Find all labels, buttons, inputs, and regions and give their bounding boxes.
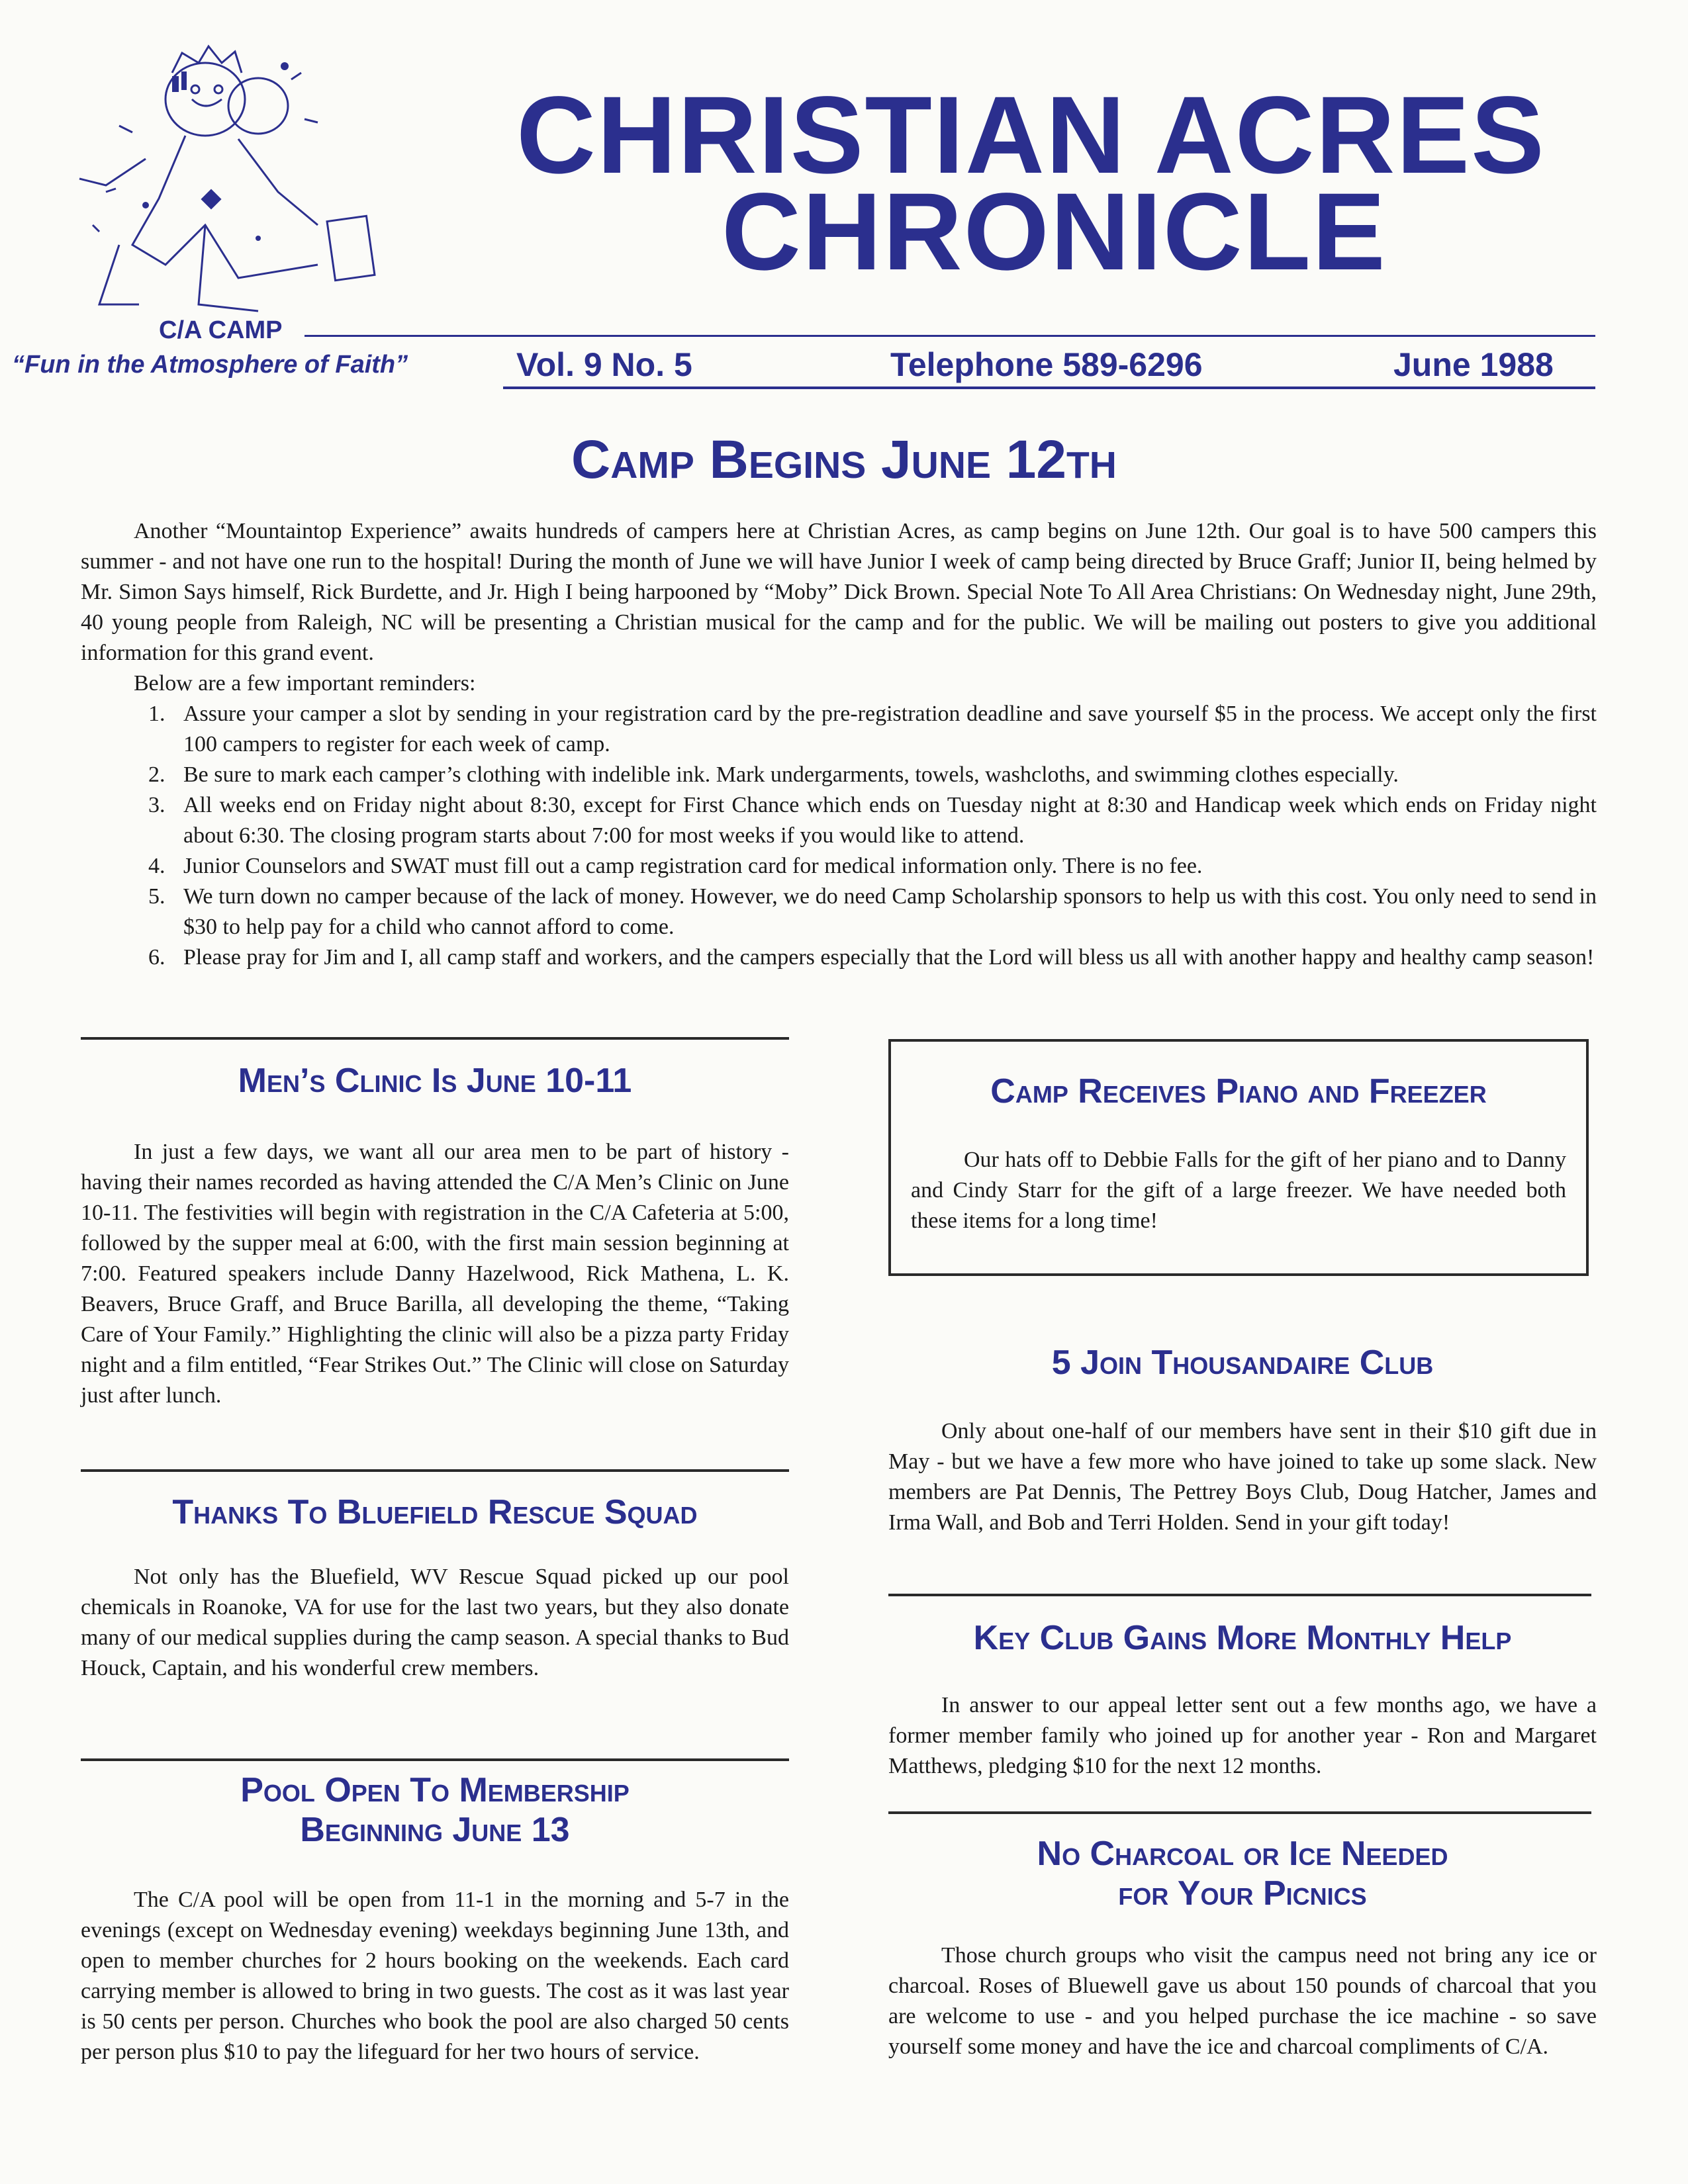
mens-clinic-article <box>81 1137 789 1411</box>
issue-volume: Vol. 9 No. 5 <box>516 346 692 383</box>
section-divider <box>888 1594 1591 1596</box>
section-divider <box>81 1758 789 1761</box>
pool-article <box>81 1885 789 2068</box>
reminders-intro: Below are a few important reminders: <box>134 671 476 696</box>
issue-date: June 1988 <box>1393 346 1554 383</box>
piano-headline: Camp Receives Piano and Freezer <box>990 1072 1487 1111</box>
key-club-body: In answer to our appeal letter sent out a few months ago, we have a former member family who joined up for another year - Ron and Margaret Matthews, pledging $10 for the next 12 months. <box>888 1693 1597 1778</box>
rescue-squad-headline: Thanks To Bluefield Rescue Squad <box>172 1493 698 1531</box>
camp-mascot-logo <box>40 26 384 324</box>
masthead-top-rule <box>305 335 1595 337</box>
pool-body: The C/A pool will be open from 11-1 in the morning and 5-7 in the evenings (except on Wednesday evening) weekdays beginning June 13th, and open to member churches for 2 hours booking on the weekends. Each card carrying member is allowed to bring in two guests. The cost as it was last year is 50 cents per person. Churches who book the pool are also charged 50 cents per person plus $10 to pay the lifeguard for her two hours of service. <box>81 1888 789 2064</box>
thousandaire-body: Only about one-half of our members have sent in their $10 gift due in May - but we have a few more who have joined to take up some slack. New members are Pat Dennis, The Pettrey Boys Club, Doug Hatcher, James and Irma Wall, and Bob and Terri Holden. Send in your gift today! <box>888 1419 1597 1535</box>
masthead-title-line2: CHRONICLE <box>722 171 1387 293</box>
list-item: 3. All weeks end on Friday night about 8:30, except for First Chance which ends on Tuesday night at 8:30 and Handicap week which ends on Friday night about 6:30. The closing program starts about 7:00 for most weeks if you would like to attend. <box>148 793 1597 848</box>
thousandaire-article <box>888 1416 1597 1538</box>
main-article-body <box>81 516 1597 973</box>
thousandaire-headline: 5 Join Thousandaire Club <box>1051 1343 1434 1382</box>
main-headline: Camp Begins June 12th <box>571 430 1117 490</box>
mens-clinic-body: In just a few days, we want all our area men to be part of history - having their names recorded as having attended the C/A Men’s Clinic on June 10-11. The festivities will begin with registration in the C/A Cafeteria at 5:00, followed by the supper meal at 6:00, with the first main session beginning at 7:00. Featured speakers include Danny Hazelwood, Rick Mathena, L. K. Beavers, Bruce Graff, and Bruce Barilla, all developing the theme, “Taking Care of Your Family.” Highlighting the clinic will also be a pizza party Friday night and a film entitled, “Fear Strikes Out.” The Clinic will close on Saturday just after lunch. <box>81 1140 789 1408</box>
list-item: 4. Junior Counselors and SWAT must fill out a camp registration card for medical information only. There is no fee. <box>148 854 1203 878</box>
list-item: 1. Assure your camper a slot by sending in your registration card by the pre-registration deadline and save yourself $5 in the process. We accept only the first 100 campers to register for each week of camp. <box>148 702 1597 756</box>
charcoal-headline-line1: No Charcoal or Ice Needed <box>1037 1835 1448 1873</box>
pool-headline-line1: Pool Open To Membership <box>240 1771 630 1809</box>
piano-article <box>911 1145 1566 1236</box>
charcoal-headline-line2: for Your Picnics <box>1118 1874 1367 1913</box>
mens-clinic-headline: Men’s Clinic Is June 10-11 <box>238 1062 632 1100</box>
pool-headline-line2: Beginning June 13 <box>300 1810 570 1849</box>
masthead-tagline: “Fun in the Atmosphere of Faith” <box>12 351 408 379</box>
camp-label: C/A CAMP <box>159 316 283 344</box>
rescue-squad-article <box>81 1562 789 1684</box>
main-article-paragraph: Another “Mountaintop Experience” awaits hundreds of campers here at Christian Acres, as camp begins on June 12th. Our goal is to have 500 campers this summer - and not have one run to the hospital! During the month of June we will have Junior I week of camp being directed by Bruce Graff; Junior II, being helmed by Mr. Simon Says himself, Rick Burdette, and Jr. High I being harpooned by “Moby” Dick Brown. Special Note To All Area Christians: On Wednesday night, June 29th, 40 young people from Raleigh, NC will be presenting a Christian musical for the camp and for the public. We will be mailing out posters to give you additional information for this grand event. <box>81 519 1597 665</box>
section-divider <box>81 1469 789 1472</box>
key-club-article <box>888 1690 1597 1782</box>
key-club-headline: Key Club Gains More Monthly Help <box>973 1619 1512 1657</box>
telephone-number: Telephone 589-6296 <box>890 346 1203 383</box>
section-divider <box>888 1811 1591 1814</box>
pool-headline <box>81 1771 789 1850</box>
charcoal-article <box>888 1940 1597 2062</box>
list-item: 5. We turn down no camper because of the lack of money. However, we do need Camp Scholarship sponsors to help us with this cost. You only need to send in $30 to help pay for a child who cannot afford to come. <box>148 884 1597 939</box>
section-divider <box>81 1037 789 1040</box>
reminders-list <box>81 699 1597 973</box>
masthead-bottom-rule <box>503 387 1595 389</box>
charcoal-body: Those church groups who visit the campus need not bring any ice or charcoal. Roses of Bluewell gave us about 150 pounds of charcoal that you are welcome to use - and you helped purchase the ice machine - so save yourself some money and have the ice and charcoal compliments of C/A. <box>888 1943 1597 2059</box>
rescue-squad-body: Not only has the Bluefield, WV Rescue Squad picked up our pool chemicals in Roanoke, VA for use for the last two years, but they also donate many of our medical supplies during the camp season. A special thanks to Bud Houck, Captain, and his wonderful crew members. <box>81 1565 789 1680</box>
list-item: 6. Please pray for Jim and I, all camp staff and workers, and the campers especially that the Lord will bless us all with another happy and healthy camp season! <box>148 945 1595 970</box>
list-item: 2. Be sure to mark each camper’s clothing with indelible ink. Mark undergarments, towels, washcloths, and swimming clothes especially. <box>148 762 1399 787</box>
piano-body: Our hats off to Debbie Falls for the gift of her piano and to Danny and Cindy Starr for the gift of a large freezer. We have needed both these items for a long time! <box>911 1148 1566 1233</box>
masthead-title-line1: CHRISTIAN ACRES <box>516 74 1546 197</box>
charcoal-headline <box>888 1835 1597 1914</box>
